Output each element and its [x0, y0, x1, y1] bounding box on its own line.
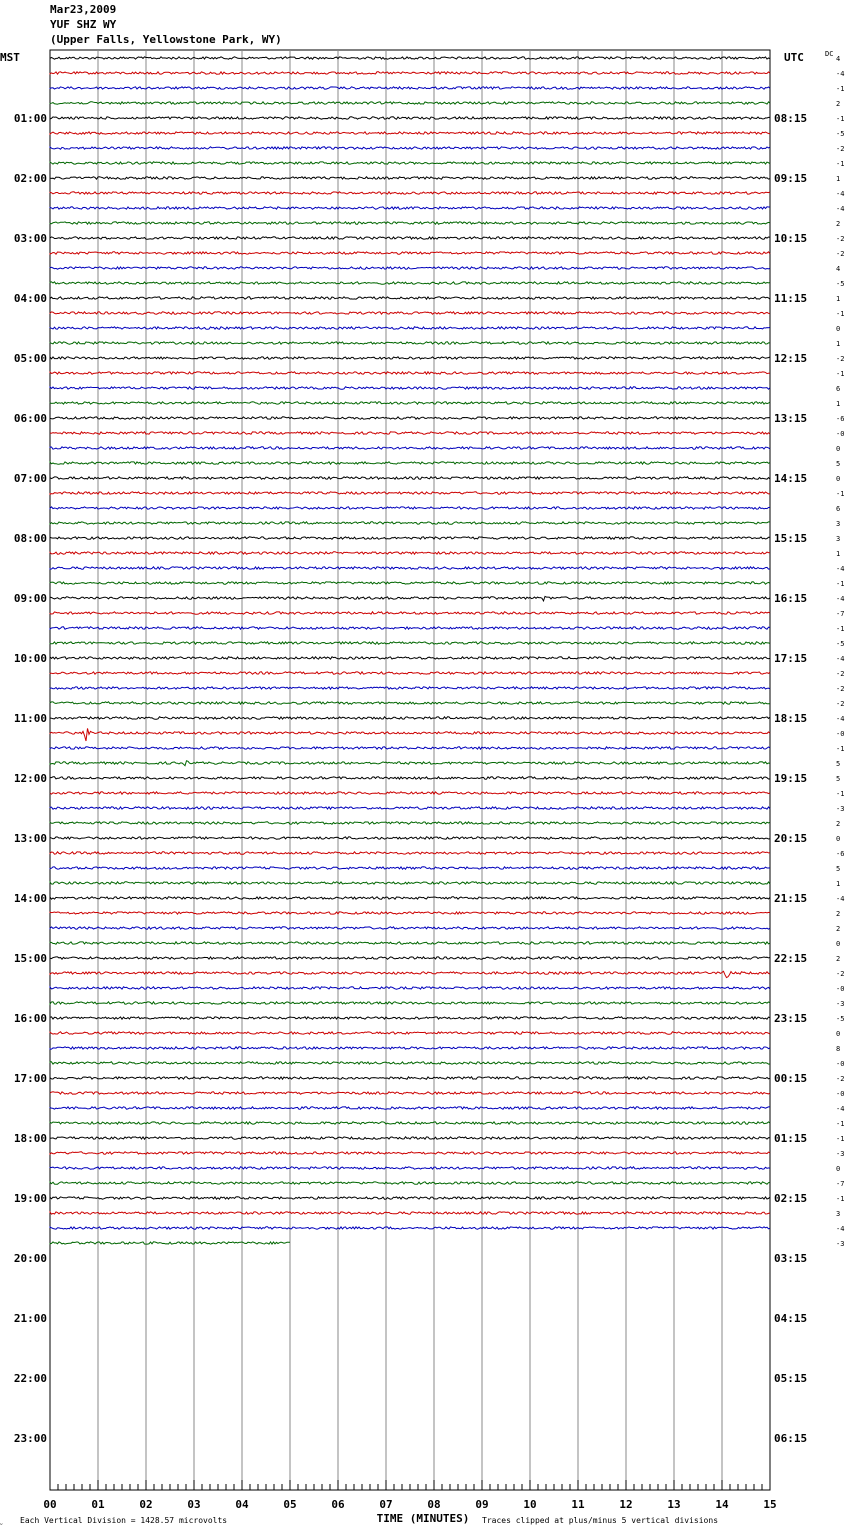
dc-offset-label: -1	[836, 85, 845, 93]
utc-hour-label: 18:15	[774, 712, 808, 725]
x-tick-label: 04	[235, 1498, 249, 1511]
dc-offset-label: -1	[836, 115, 845, 123]
seismic-trace	[50, 837, 770, 839]
mst-hour-label: 18:00	[13, 1132, 47, 1145]
dc-offset-label: -1	[836, 1195, 845, 1203]
seismic-trace	[50, 596, 770, 601]
seismic-trace	[50, 1242, 290, 1244]
dc-offset-label: -7	[836, 1180, 845, 1188]
minute-gridlines	[98, 50, 722, 1490]
mst-hour-label: 23:00	[13, 1432, 47, 1445]
seismic-trace	[50, 417, 770, 419]
dc-offset-label: -1	[836, 580, 845, 588]
seismic-trace	[50, 582, 770, 584]
seismic-trace	[50, 702, 770, 704]
dc-offset-label: 5	[836, 760, 841, 768]
seismic-trace	[50, 612, 770, 614]
seismic-trace	[50, 1122, 770, 1124]
utc-hour-label: 20:15	[774, 832, 808, 845]
dc-offset-label: -2	[836, 670, 845, 678]
mst-hour-label: 08:00	[13, 532, 47, 545]
dc-offset-label: 3	[836, 1210, 841, 1218]
dc-offset-label: -4	[836, 70, 845, 78]
x-tick-label: 01	[91, 1498, 105, 1511]
seismic-trace	[50, 1227, 770, 1229]
x-tick-label: 06	[331, 1498, 345, 1511]
dc-offset-label: -2	[836, 970, 845, 978]
seismic-trace	[50, 1017, 770, 1019]
mst-hour-label: 15:00	[13, 952, 47, 965]
dc-offset-label: -2	[836, 355, 845, 363]
mst-hour-label: 12:00	[13, 772, 47, 785]
dc-offset-label: 0	[836, 835, 841, 843]
seismic-trace	[50, 537, 770, 539]
dc-offset-label: -1	[836, 310, 845, 318]
seismic-trace	[50, 267, 770, 269]
dc-offset-label: 0	[836, 1030, 841, 1038]
seismic-trace	[50, 357, 770, 359]
utc-hour-label: 03:15	[774, 1252, 808, 1265]
seismic-trace	[50, 1092, 770, 1094]
mst-hour-label: 03:00	[13, 232, 47, 245]
seismic-trace	[50, 387, 770, 389]
dc-offset-label: -2	[836, 685, 845, 693]
seismic-trace	[50, 567, 770, 569]
seismic-trace	[50, 327, 770, 329]
dc-offset-label: 1	[836, 880, 841, 888]
dc-offset-label: -2	[836, 250, 845, 258]
seismic-trace	[50, 1137, 770, 1139]
dc-offset-label: 6	[836, 385, 841, 393]
seismic-trace	[50, 117, 770, 119]
seismic-trace	[50, 657, 770, 659]
seismic-trace	[50, 132, 770, 134]
seismic-trace	[50, 822, 770, 824]
seismic-trace	[50, 402, 770, 404]
dc-offset-label: 4	[836, 265, 841, 273]
utc-hour-label: 21:15	[774, 892, 808, 905]
scale-note: Each Vertical Division = 1428.57 microvolts	[20, 1516, 228, 1525]
utc-hour-label: 15:15	[774, 532, 808, 545]
dc-offset-label: -4	[836, 205, 845, 213]
dc-offset-label: -1	[836, 1135, 845, 1143]
corner-mark: ⏑	[0, 1520, 3, 1529]
seismic-trace	[50, 717, 770, 719]
seismic-trace	[50, 492, 770, 494]
dc-offset-label: -4	[836, 565, 845, 573]
dc-offset-label: -4	[836, 1225, 845, 1233]
seismic-trace	[50, 1107, 770, 1109]
x-tick-label: 10	[523, 1498, 537, 1511]
mst-hour-label: 16:00	[13, 1012, 47, 1025]
dc-offset-label: -4	[836, 655, 845, 663]
x-tick-label: 07	[379, 1498, 393, 1511]
seismic-trace	[50, 867, 770, 869]
utc-hour-label: 23:15	[774, 1012, 808, 1025]
seismic-trace	[50, 1182, 770, 1184]
seismic-trace	[50, 147, 770, 149]
utc-hour-label: 06:15	[774, 1432, 808, 1445]
x-tick-label: 02	[139, 1498, 153, 1511]
seismic-trace	[50, 927, 770, 929]
dc-offset-label: -1	[836, 625, 845, 633]
seismic-trace	[50, 987, 770, 989]
seismic-trace	[50, 777, 770, 779]
mst-hour-label: 19:00	[13, 1192, 47, 1205]
dc-offset-label: 0	[836, 1165, 841, 1173]
x-tick-label: 15	[763, 1498, 777, 1511]
dc-offset-label: -2	[836, 145, 845, 153]
dc-offset-label: -5	[836, 130, 845, 138]
seismic-trace	[50, 57, 770, 59]
x-tick-label: 09	[475, 1498, 489, 1511]
utc-hour-label: 05:15	[774, 1372, 808, 1385]
dc-offset-label: 2	[836, 820, 841, 828]
dc-offset-label: -1	[836, 745, 845, 753]
seismic-trace	[50, 942, 770, 944]
dc-offset-label: -2	[836, 235, 845, 243]
utc-hour-label: 02:15	[774, 1192, 808, 1205]
x-tick-label: 00	[43, 1498, 57, 1511]
x-tick-label: 13	[667, 1498, 681, 1511]
utc-hour-label: 17:15	[774, 652, 808, 665]
dc-offset-label: 0	[836, 445, 841, 453]
utc-hour-label: 04:15	[774, 1312, 808, 1325]
seismic-trace	[50, 761, 770, 766]
dc-offset-label: -7	[836, 610, 845, 618]
dc-offset-label: 2	[836, 955, 841, 963]
mst-hour-label: 05:00	[13, 352, 47, 365]
mst-hour-label: 06:00	[13, 412, 47, 425]
dc-offset-label: 6	[836, 505, 841, 513]
dc-offset-label: -5	[836, 280, 845, 288]
utc-hour-label: 19:15	[774, 772, 808, 785]
utc-hour-label: 08:15	[774, 112, 808, 125]
dc-offset-label: -3	[836, 1240, 845, 1248]
dc-offset-label: -4	[836, 595, 845, 603]
dc-offset-label: 5	[836, 775, 841, 783]
seismic-trace	[50, 237, 770, 239]
dc-offset-label: -1	[836, 160, 845, 168]
seismic-trace	[50, 728, 770, 741]
utc-hour-label: 09:15	[774, 172, 808, 185]
utc-hour-label: 16:15	[774, 592, 808, 605]
dc-offset-label: -0	[836, 430, 845, 438]
seismic-trace	[50, 1212, 770, 1214]
dc-offset-label: -4	[836, 895, 845, 903]
dc-offset-label: 1	[836, 550, 841, 558]
seismic-trace	[50, 102, 770, 104]
dc-offset-label: -0	[836, 1090, 845, 1098]
seismic-trace	[50, 507, 770, 509]
mst-axis-title: MST	[0, 51, 20, 64]
seismic-trace	[50, 87, 770, 89]
dc-offset-label: -4	[836, 190, 845, 198]
dc-offset-label: 1	[836, 295, 841, 303]
seismic-trace	[50, 627, 770, 629]
seismic-trace	[50, 282, 770, 284]
mst-hour-label: 14:00	[13, 892, 47, 905]
seismic-trace	[50, 522, 770, 524]
seismic-trace	[50, 1167, 770, 1169]
dc-offset-label: -4	[836, 715, 845, 723]
seismic-trace	[50, 792, 770, 794]
dc-offset-label: 3	[836, 520, 841, 528]
time-axis	[43, 1480, 776, 1511]
x-tick-label: 11	[571, 1498, 585, 1511]
seismic-trace	[50, 1062, 770, 1064]
seismic-trace	[50, 1077, 770, 1079]
x-axis-label: TIME (MINUTES)	[376, 1512, 470, 1525]
seismic-trace	[50, 912, 770, 914]
mst-hour-label: 17:00	[13, 1072, 47, 1085]
dc-offset-label: -5	[836, 1015, 845, 1023]
seismic-trace	[50, 897, 770, 899]
seismic-trace	[50, 672, 770, 674]
utc-hour-label: 00:15	[774, 1072, 808, 1085]
dc-offset-label: -3	[836, 1000, 845, 1008]
seismic-trace	[50, 447, 770, 449]
dc-offset-label: -2	[836, 700, 845, 708]
dc-offset-label: -6	[836, 850, 845, 858]
mst-hour-label: 07:00	[13, 472, 47, 485]
mst-hour-label: 20:00	[13, 1252, 47, 1265]
x-tick-label: 14	[715, 1498, 729, 1511]
dc-offset-label: 1	[836, 400, 841, 408]
utc-axis-title: UTC	[784, 51, 804, 64]
mst-hour-label: 11:00	[13, 712, 47, 725]
mst-hour-label: 09:00	[13, 592, 47, 605]
dc-offset-label: -4	[836, 1105, 845, 1113]
seismic-trace	[50, 1002, 770, 1004]
dc-offset-label: 2	[836, 910, 841, 918]
seismic-trace	[50, 72, 770, 74]
seismic-trace	[50, 207, 770, 209]
dc-offset-label: 2	[836, 925, 841, 933]
seismic-trace	[50, 222, 770, 224]
x-tick-label: 05	[283, 1498, 297, 1511]
x-tick-label: 08	[427, 1498, 441, 1511]
seismic-trace	[50, 1032, 770, 1034]
dc-offset-label: 8	[836, 1045, 841, 1053]
dc-offset-label: 0	[836, 325, 841, 333]
dc-offset-label: -6	[836, 415, 845, 423]
seismic-trace	[50, 807, 770, 809]
dc-offset-label: -2	[836, 1075, 845, 1083]
record-date: Mar23,2009	[50, 3, 117, 16]
mst-hour-label: 10:00	[13, 652, 47, 665]
dc-offset-label: 0	[836, 940, 841, 948]
clip-note: Traces clipped at plus/minus 5 vertical divisions	[482, 1516, 719, 1525]
station-code: YUF SHZ WY	[50, 18, 117, 31]
seismic-trace	[50, 297, 770, 299]
dc-offset-label: 1	[836, 175, 841, 183]
dc-offset-label: -0	[836, 1060, 845, 1068]
dc-offset-label: 4	[836, 55, 841, 63]
utc-hour-label: 13:15	[774, 412, 808, 425]
utc-hour-label: 12:15	[774, 352, 808, 365]
dc-offset-label: 5	[836, 460, 841, 468]
mst-hour-label: 21:00	[13, 1312, 47, 1325]
dc-offset-label: 2	[836, 100, 841, 108]
seismic-trace	[50, 552, 770, 554]
dc-offset-label: 0	[836, 475, 841, 483]
seismic-trace	[50, 252, 770, 254]
utc-hour-label: 14:15	[774, 472, 808, 485]
seismic-trace	[50, 432, 770, 434]
dc-offset-label: -0	[836, 730, 845, 738]
x-tick-label: 12	[619, 1498, 633, 1511]
mst-hour-label: 04:00	[13, 292, 47, 305]
seismic-trace	[50, 1152, 770, 1154]
seismic-trace	[50, 747, 770, 749]
dc-offset-label: -3	[836, 805, 845, 813]
dc-offset-label: 5	[836, 865, 841, 873]
plot-frame	[50, 50, 770, 1490]
seismic-trace	[50, 177, 770, 179]
seismic-trace	[50, 971, 770, 977]
x-tick-label: 03	[187, 1498, 201, 1511]
mst-hour-label: 01:00	[13, 112, 47, 125]
mst-hour-label: 02:00	[13, 172, 47, 185]
dc-offset-label: -1	[836, 370, 845, 378]
seismic-trace	[50, 462, 770, 464]
seismic-trace	[50, 642, 770, 644]
dc-offset-label: -3	[836, 1150, 845, 1158]
dc-offset-label: -0	[836, 985, 845, 993]
seismic-trace	[50, 162, 770, 164]
seismic-trace	[50, 1197, 770, 1199]
traces-group	[50, 55, 844, 1248]
seismic-trace	[50, 342, 770, 344]
seismic-trace	[50, 477, 770, 479]
seismic-trace	[50, 312, 770, 314]
station-location: (Upper Falls, Yellowstone Park, WY)	[50, 33, 282, 46]
seismic-trace	[50, 852, 770, 854]
dc-offset-label: 1	[836, 340, 841, 348]
mst-hour-label: 13:00	[13, 832, 47, 845]
utc-hour-label: 10:15	[774, 232, 808, 245]
seismic-trace	[50, 957, 770, 959]
dc-offset-label: -1	[836, 790, 845, 798]
dc-label: DC	[825, 50, 834, 58]
seismic-trace	[50, 372, 770, 374]
dc-offset-label: -5	[836, 640, 845, 648]
dc-offset-label: 2	[836, 220, 841, 228]
utc-hour-label: 01:15	[774, 1132, 808, 1145]
dc-offset-label: -1	[836, 1120, 845, 1128]
dc-offset-label: 3	[836, 535, 841, 543]
utc-hour-label: 22:15	[774, 952, 808, 965]
seismic-trace	[50, 882, 770, 884]
seismic-trace	[50, 687, 770, 689]
utc-hour-label: 11:15	[774, 292, 808, 305]
dc-offset-label: -1	[836, 490, 845, 498]
mst-hour-label: 22:00	[13, 1372, 47, 1385]
seismic-trace	[50, 192, 770, 194]
seismic-trace	[50, 1047, 770, 1049]
